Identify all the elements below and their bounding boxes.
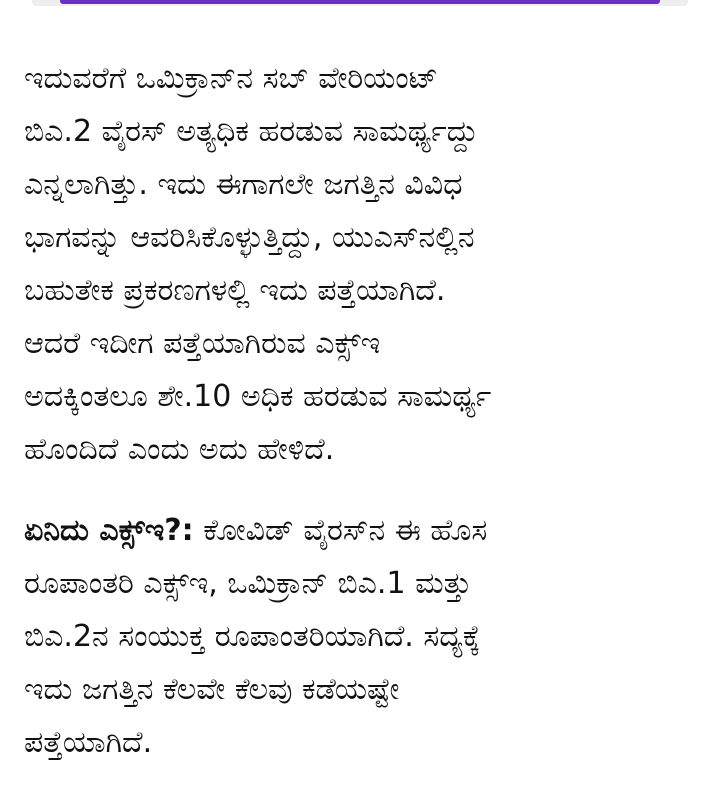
paragraph-1-line: ಎನ್ನಲಾಗಿತ್ತು. ಇದು ಈಗಾಗಲೇ ಜಗತ್ತಿನ ವಿವಿಧ — [24, 167, 463, 202]
paragraph-1-line: ಅದಕ್ಕಿಂತಲೂ ಶೇ.10 ಅಧಿಕ ಹರಡುವ ಸಾಮರ್ಥ್ಯ — [24, 379, 492, 414]
paragraph-1-line: ಆದರೆ ಇದೀಗ ಪತ್ತೆಯಾಗಿರುವ ಎಕ್ಸ್‌ಇ — [24, 326, 381, 361]
paragraph-2-line: ಇದು ಜಗತ್ತಿನ ಕೆಲವೇ ಕೆಲವು ಕಡೆಯಷ್ಟೇ — [24, 672, 400, 707]
paragraph-2-text: ಕೋವಿಡ್ ವೈರಸ್‌ನ ಈ ಹೊಸ — [193, 513, 488, 548]
paragraph-1 — [24, 52, 704, 476]
paragraph-2-line: ಪತ್ತೆಯಾಗಿದೆ. — [24, 725, 153, 760]
paragraph-2-line: ರೂಪಾಂತರಿ ಎಕ್ಸ್‌ಇ, ಒಮಿಕ್ರಾನ್ ಬಿಎ.1 ಮತ್ತು — [24, 566, 472, 601]
section-heading: ಏನಿದು ಎಕ್ಸ್‌ಇ?: — [24, 513, 194, 548]
paragraph-1-line: ಬಹುತೇಕ ಪ್ರಕರಣಗಳಲ್ಲಿ ಇದು ಪತ್ತೆಯಾಗಿದೆ. — [24, 273, 446, 308]
paragraph-2-first-line — [24, 504, 704, 557]
paragraph-1-line: ಇದುವರೆಗೆ ಒಮಿಕ್ರಾನ್‌ನ ಸಬ್ ವೇರಿಯಂಟ್ — [24, 61, 438, 96]
article-body — [24, 52, 704, 769]
paragraph-2-line: ಬಿಎ.2ನ ಸಂಯುಕ್ತ ರೂಪಾಂತರಿಯಾಗಿದೆ. ಸದ್ಯಕ್ಕೆ — [24, 619, 481, 654]
paragraph-1-line: ಹೊಂದಿದೆ ಎಂದು ಅದು ಹೇಳಿದೆ. — [24, 432, 335, 467]
paragraph-1-line: ಭಾಗವನ್ನು ಆವರಿಸಿಕೊಳ್ಳುತ್ತಿದ್ದು, ಯುಎಸ್‌ನಲ್ಲಿನ — [24, 220, 475, 255]
paragraph-1-line: ಬಿಎ.2 ವೈರಸ್ ಅತ್ಯಧಿಕ ಹರಡುವ ಸಾಮರ್ಥ್ಯದ್ದು — [24, 114, 479, 149]
paragraph-2 — [24, 504, 704, 769]
accent-bar — [60, 0, 660, 4]
